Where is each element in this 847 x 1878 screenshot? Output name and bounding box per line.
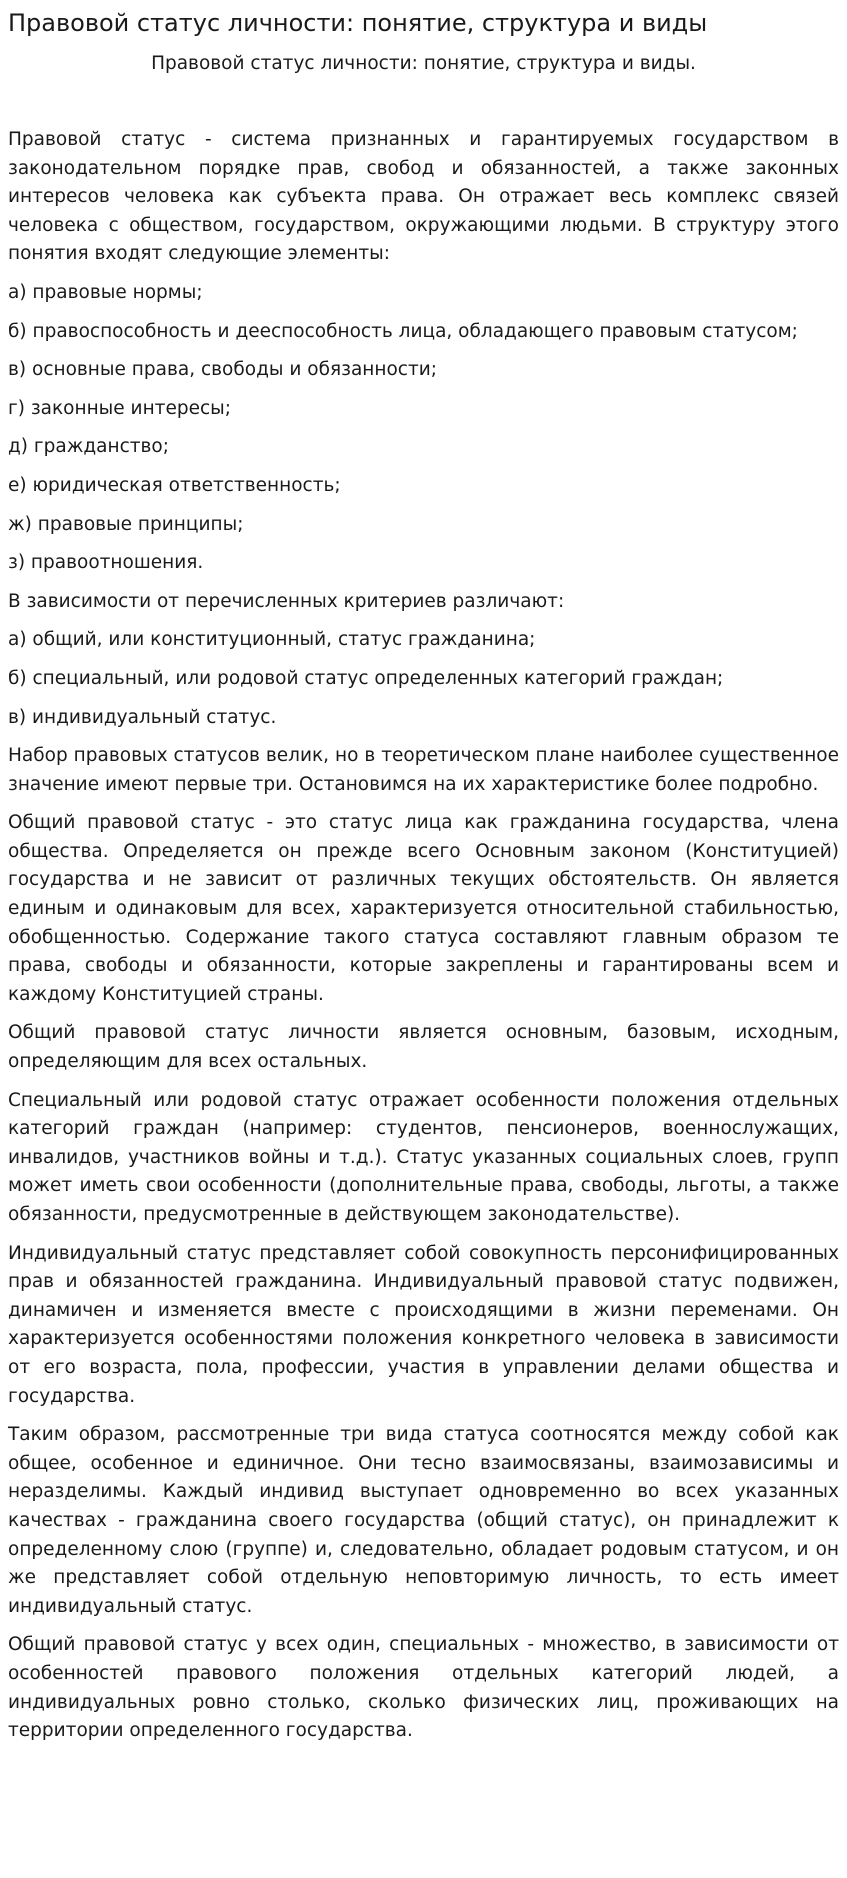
paragraph-general-status: Общий правовой статус - это статус лица как гражданина государства, члена общества. Определяется он прежде всего Основным законом (Конституцией) государства и не зависит от различных текущих обстоятельств. Он является единым и одинаковым для всех, характеризуется относительной стабильностью, обобщенностью. Содержание такого статуса составляют главным образом те права, свободы и обязанности, которые закреплены и гарантированы всем и каждому Конституцией страны. bbox=[8, 812, 839, 1005]
document-body bbox=[8, 126, 839, 1746]
status-item-special: б) специальный, или родовой статус определенных категорий граждан; bbox=[8, 667, 724, 689]
paragraph-conclusion: Общий правовой статус у всех один, специальных - множество, в зависимости от особенностей правового положения отдельных категорий людей, а индивидуальных ровно столько, сколько физических лиц, проживающих на территории определенного государства. bbox=[8, 1634, 839, 1742]
list-item-z: з) правоотношения. bbox=[8, 552, 204, 574]
list-item-e: е) юридическая ответственность; bbox=[8, 474, 341, 496]
paragraph-overview: Набор правовых статусов велик, но в теоретическом плане наиболее существенное значение имеют первые три. Остановимся на их характеристике более подробно. bbox=[8, 745, 839, 795]
list-item-zh: ж) правовые принципы; bbox=[8, 513, 244, 535]
document-subtitle: Правовой статус личности: понятие, структура и виды. bbox=[151, 53, 696, 74]
list-item-b: б) правоспособность и дееспособность лица, обладающего правовым статусом; bbox=[8, 320, 798, 342]
page-title: Правовой статус личности: понятие, структура и виды bbox=[8, 9, 708, 37]
paragraph-definition: Правовой статус - система признанных и гарантируемых государством в законодательном порядке прав, свобод и обязанностей, а также законных интересов человека как субъекта права. Он отражает весь комплекс связей человека с обществом, государством, окружающими людьми. В структуру этого понятия входят следующие элементы: bbox=[8, 129, 839, 265]
paragraph-special-status: Специальный или родовой статус отражает особенности положения отдельных категорий граждан (например: студентов, пенсионеров, военнослужащих, инвалидов, участников войны и т.д.). Статус указанных социальных слоев, групп может иметь свои особенности (дополнительные права, свободы, льготы, а также обязанности, предусмотренные в действующем законодательстве). bbox=[8, 1089, 839, 1225]
list-item-a: а) правовые нормы; bbox=[8, 281, 203, 303]
list-item-d: д) гражданство; bbox=[8, 436, 169, 458]
paragraph-general-basis: Общий правовой статус личности является основным, базовым, исходным, определяющим для всех остальных. bbox=[8, 1022, 839, 1073]
paragraph-relation: Таким образом, рассмотренные три вида статуса соотносятся между собой как общее, особенное и единичное. Они тесно взаимосвязаны, взаимозависимы и неразделимы. Каждый индивид выступает одновременно во всех указанных качествах - гражданина своего государства (общий статус), он принадлежит к определенному слою (группе) и, следовательно, обладает родовым статусом, и он же представляет собой отдельную неповторимую личность, то есть имеет индивидуальный статус. bbox=[8, 1424, 839, 1617]
list-item-v: в) основные права, свободы и обязанности; bbox=[8, 359, 437, 381]
status-item-individual: в) индивидуальный статус. bbox=[8, 706, 277, 728]
list-item-g: г) законные интересы; bbox=[8, 397, 231, 419]
status-item-general: а) общий, или конституционный, статус гражданина; bbox=[8, 629, 536, 651]
paragraph-individual-status: Индивидуальный статус представляет собой совокупность персонифицированных прав и обязанностей гражданина. Индивидуальный правовой статус подвижен, динамичен и изменяется вместе с происходящими в жизни переменами. Он характеризуется особенностями положения конкретного человека в зависимости от его возраста, пола, профессии, участия в управлении делами общества и государства. bbox=[8, 1242, 839, 1407]
paragraph-criteria: В зависимости от перечисленных критериев различают: bbox=[8, 590, 565, 612]
